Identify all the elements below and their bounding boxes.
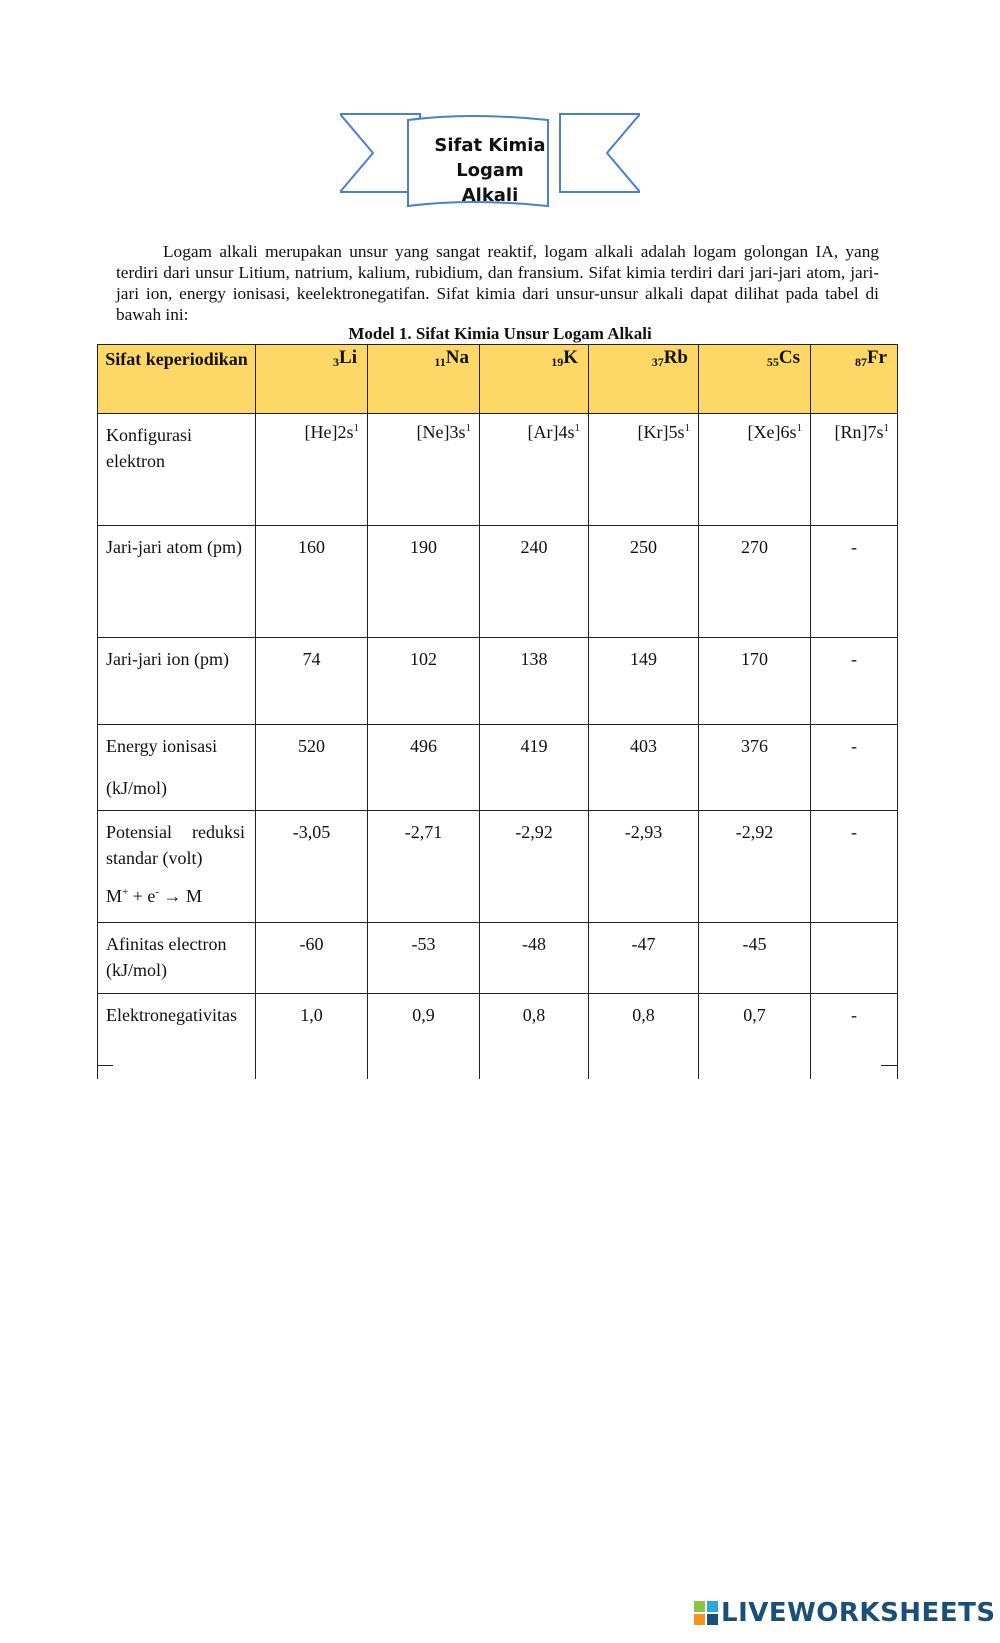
value-cell: -45 <box>699 923 811 994</box>
value-cell: -2,71 <box>368 811 480 923</box>
row-label: Jari-jari atom (pm) <box>98 526 256 638</box>
config-cell: $[Rn]7s^1$ <box>811 414 898 526</box>
value-cell: -3,05 <box>256 811 368 923</box>
value-cell: 376 <box>699 725 811 811</box>
value-cell: 74 <box>256 638 368 725</box>
row-electron-configuration <box>98 414 898 526</box>
value-cell: 0,8 <box>480 994 589 1080</box>
value-cell: - <box>811 994 898 1080</box>
arrow-icon: → <box>163 886 182 906</box>
title-banner <box>340 108 640 218</box>
row-atomic-radius <box>98 526 898 638</box>
table-header-row <box>98 345 898 414</box>
logo-text: LIVEWORKSHEETS <box>721 1598 996 1628</box>
value-cell: 149 <box>589 638 699 725</box>
row-ionic-radius <box>98 638 898 725</box>
row-reduction-potential <box>98 811 898 923</box>
value-cell: 102 <box>368 638 480 725</box>
value-cell: - <box>811 725 898 811</box>
config-cell: $[Ne]3s^1$ <box>368 414 480 526</box>
table-corner-left <box>97 1065 113 1066</box>
value-cell: 520 <box>256 725 368 811</box>
value-cell: 250 <box>589 526 699 638</box>
value-cell: - <box>811 526 898 638</box>
value-cell: 170 <box>699 638 811 725</box>
logo-icon <box>693 1600 719 1626</box>
value-cell: -2,92 <box>480 811 589 923</box>
row-ionization-energy <box>98 725 898 811</box>
value-cell: 0,9 <box>368 994 480 1080</box>
value-cell: 0,8 <box>589 994 699 1080</box>
row-electronegativity <box>98 994 898 1080</box>
header-element-cs: $_{55}$Cs <box>699 345 811 414</box>
value-cell: 1,0 <box>256 994 368 1080</box>
alkali-properties-table <box>97 344 898 1079</box>
value-cell: - <box>811 811 898 923</box>
value-cell: - <box>811 638 898 725</box>
row-electron-affinity <box>98 923 898 994</box>
row-label-unit: (kJ/mol) <box>106 778 167 798</box>
row-label: Afinitas electron (kJ/mol) <box>98 923 256 994</box>
config-cell: $[Kr]5s^1$ <box>589 414 699 526</box>
value-cell: 0,7 <box>699 994 811 1080</box>
value-cell: 190 <box>368 526 480 638</box>
header-element-rb: $_{37}$Rb <box>589 345 699 414</box>
config-cell: $[He]2s^1$ <box>256 414 368 526</box>
value-cell: 240 <box>480 526 589 638</box>
value-cell: 138 <box>480 638 589 725</box>
value-cell: -60 <box>256 923 368 994</box>
row-label <box>98 725 256 811</box>
header-element-na: $_{11}$Na <box>368 345 480 414</box>
config-cell: $[Xe]6s^1$ <box>699 414 811 526</box>
value-cell: 403 <box>589 725 699 811</box>
banner-title: Sifat Kimia Logam Alkali <box>434 135 546 206</box>
row-label: Jari-jari ion (pm) <box>98 638 256 725</box>
row-label: Elektronegativitas <box>98 994 256 1080</box>
value-cell: 160 <box>256 526 368 638</box>
table-caption: Model 1. Sifat Kimia Unsur Logam Alkali <box>348 324 652 343</box>
value-cell: -47 <box>589 923 699 994</box>
header-element-k: $_{19}$K <box>480 345 589 414</box>
config-cell: $[Ar]4s^1$ <box>480 414 589 526</box>
header-property: Sifat keperiodikan <box>98 345 256 414</box>
reduction-equation: M+ + e- → M <box>106 886 203 906</box>
value-cell: 419 <box>480 725 589 811</box>
value-cell: -2,92 <box>699 811 811 923</box>
value-cell: -2,93 <box>589 811 699 923</box>
table-corner-right <box>881 1065 897 1066</box>
row-label: Konfigurasi elektron <box>98 414 256 526</box>
value-cell: -48 <box>480 923 589 994</box>
value-cell: 270 <box>699 526 811 638</box>
value-cell: 496 <box>368 725 480 811</box>
header-element-fr: $_{87}$Fr <box>811 345 898 414</box>
intro-paragraph: Logam alkali merupakan unsur yang sangat reaktif, logam alkali adalah logam golongan IA, yang terdiri dari unsur Litium, natrium, kalium, rubidium, dan fransium. Sifat kimia terdiri dari jari-jari atom, jari-jari ion, energy ionisasi, keelektronegatifan. Sifat kimia dari unsur-unsur alkali dapat dilihat pada tabel di bawah ini: <box>116 242 879 324</box>
value-cell <box>811 923 898 994</box>
header-element-li: $_3$Li <box>256 345 368 414</box>
row-label: Potensial reduksi standar (volt) M+ + e- → M <box>98 811 256 923</box>
row-label-text: Energy ionisasi <box>106 736 218 756</box>
liveworksheets-logo <box>693 1597 996 1629</box>
value-cell: -53 <box>368 923 480 994</box>
